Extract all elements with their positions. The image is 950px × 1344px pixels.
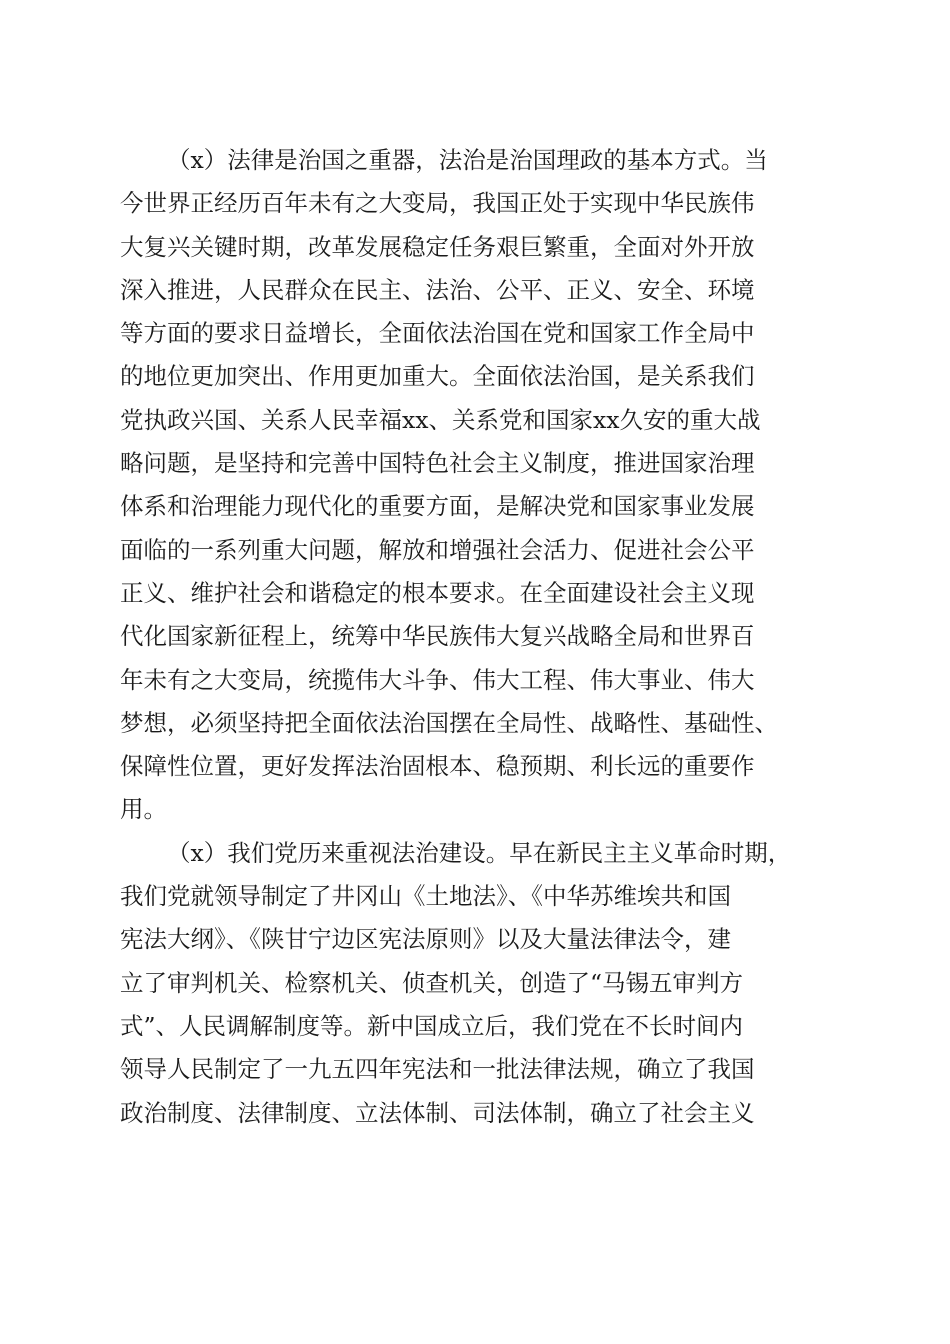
text-line: 政治制度、法律制度、立法体制、司法体制，确立了社会主义 bbox=[120, 1098, 755, 1127]
text-line: 式”、人民调解制度等。新中国成立后，我们党在不长时间内 bbox=[120, 1011, 744, 1040]
paragraph-2 bbox=[120, 832, 840, 1135]
text-line: 深入推进，人民群众在民主、法治、公平、正义、安全、环境 bbox=[120, 275, 755, 304]
text-line: 略问题，是坚持和完善中国特色社会主义制度，推进国家治理 bbox=[120, 449, 755, 478]
text-line: 年未有之大变局，统揽伟大斗争、伟大工程、伟大事业、伟大 bbox=[120, 665, 755, 694]
text-line: 保障性位置，更好发挥法治固根本、稳预期、利长远的重要作 bbox=[120, 752, 755, 781]
document-body bbox=[120, 139, 840, 1135]
text-line: 的地位更加突出、作用更加重大。全面依法治国，是关系我们 bbox=[120, 362, 755, 391]
paragraph-1 bbox=[120, 139, 840, 832]
text-line: 用。 bbox=[120, 795, 167, 824]
text-line: （x）法律是治国之重器，法治是治国理政的基本方式。当 bbox=[167, 146, 768, 174]
text-line: 等方面的要求日益增长，全面依法治国在党和国家工作全局中 bbox=[120, 319, 755, 348]
text-line: 梦想，必须坚持把全面依法治国摆在全局性、战略性、基础性、 bbox=[120, 708, 778, 737]
text-line: 党执政兴国、关系人民幸福xx、关系党和国家xx久安的重大战 bbox=[120, 405, 761, 434]
text-line: 面临的一系列重大问题，解放和增强社会活力、促进社会公平 bbox=[120, 535, 755, 564]
text-line: 正义、维护社会和谐稳定的根本要求。在全面建设社会主义现 bbox=[120, 578, 755, 607]
text-line: 立了审判机关、检察机关、侦查机关，创造了“马锡五审判方 bbox=[120, 968, 744, 997]
text-line: 大复兴关键时期，改革发展稳定任务艰巨繁重，全面对外开放 bbox=[120, 232, 755, 261]
text-line: 今世界正经历百年未有之大变局，我国正处于实现中华民族伟 bbox=[120, 189, 755, 218]
text-line: 宪法大纲》、《陕甘宁边区宪法原则》以及大量法律法令，建 bbox=[120, 925, 731, 954]
text-line: （x）我们党历来重视法治建设。早在新民主主义革命时期， bbox=[167, 838, 792, 867]
text-line: 我们党就领导制定了井冈山《土地法》、《中华苏维埃共和国 bbox=[120, 882, 731, 911]
text-line: 领导人民制定了一九五四年宪法和一批法律法规，确立了我国 bbox=[120, 1055, 755, 1084]
text-line: 代化国家新征程上，统筹中华民族伟大复兴战略全局和世界百 bbox=[120, 622, 755, 651]
text-line: 体系和治理能力现代化的重要方面，是解决党和国家事业发展 bbox=[120, 492, 755, 521]
